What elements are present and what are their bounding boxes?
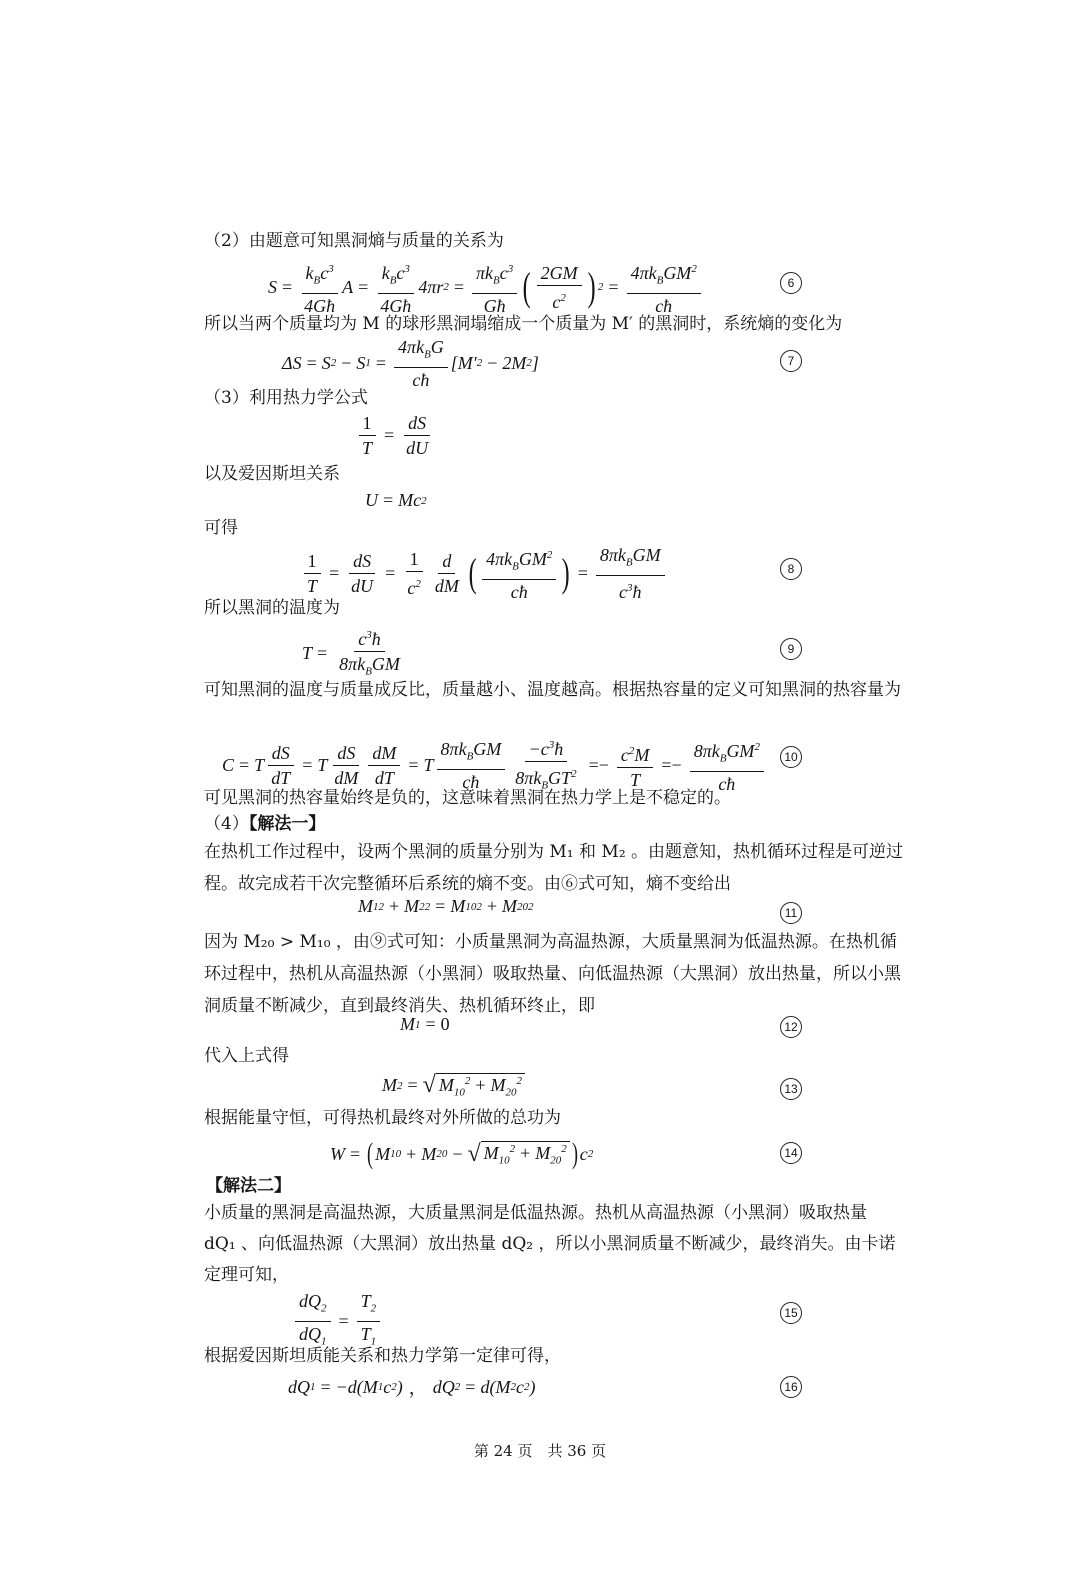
equation-6: S = $\frac{k_Bc^3}{4Għ}$ A = $\frac{k_Bc^3}{4Għ}$ 4πr 2 = $\frac{\pi k_Bc^3}{Għ}$ ( $\frac{2GM}{c^2}$ ) 2 = $\frac{4\pi k_BGM^2}{cħ}$	[268, 258, 704, 317]
equation-thermo: $\frac{1}{T}$ = $\frac{dS}{dU}$	[355, 412, 435, 459]
equation-number: 12	[780, 1016, 802, 1038]
equation-number: 7	[780, 350, 802, 372]
paragraph: 可得	[204, 518, 238, 538]
equation-number: 9	[780, 638, 802, 660]
equation-15: $\frac{dQ_2}{dQ_1}$ = $\frac{T_2}{T_1}$	[292, 1290, 383, 1352]
paragraph: 可知黑洞的温度与质量成反比，质量越小、温度越高。根据热容量的定义可知黑洞的热容量为	[204, 680, 901, 700]
equation-8: $\frac{1}{T}$ = $\frac{dS}{dU}$ = $\frac{1}{c^2}$ $\frac{d}{dM}$ ( $\frac{4\pi k_BGM^2}{cħ}$ ) = $\frac{8\pi k_BGM}{c^3ħ}$	[300, 544, 668, 603]
equation-7: ΔS = S 2 − S 1 = $\frac{4\pi k_BG}{cħ}$ [M′ 2 − 2M 2 ]	[282, 337, 539, 390]
part-number: （4）	[204, 814, 249, 834]
paragraph: 所以黑洞的温度为	[204, 598, 340, 618]
paragraph: 以及爱因斯坦关系	[204, 464, 340, 484]
equation-number: 13	[780, 1078, 802, 1100]
page-footer: 第 24 页 共 36 页	[473, 1442, 607, 1460]
equation-number: 11	[780, 902, 802, 924]
paragraph: 因为 M₂₀ > M₁₀ ，由⑨式可知：小质量黑洞为高温热源，大质量黑洞为低温热源。在热机循环过程中，热机从高温热源（小黑洞）吸取热量、向低温热源（大黑洞）放出热量，所以小黑洞质量不断减少，直到最终消失、热机循环终止，即	[204, 932, 901, 1016]
paragraph: 所以当两个质量均为 M 的球形黑洞塌缩成一个质量为 M′ 的黑洞时，系统熵的变化为	[204, 314, 843, 334]
equation-14: W = ( M 10 + M 20 − √ $M_{10}^2 + M_{20}^2$ ) c 2	[330, 1137, 594, 1170]
equation-einstein: U = Mc 2	[365, 490, 427, 510]
equation-number: 15	[780, 1302, 802, 1324]
equation-9: T = $\frac{c^3ħ}{8\pi k_BGM}$	[302, 624, 407, 683]
paragraph: 根据爱因斯坦质能关系和热力学第一定律可得，	[204, 1346, 561, 1366]
equation-number: 8	[780, 558, 802, 580]
equation-10: C = T $\frac{dS}{dT}$ = T $\frac{dS}{dM}$ $\frac{dM}{dT}$ = T $\frac{8\pi k_BGM}{cħ}$ $\frac{-c^3ħ}{8\pi k_BGT^2}$ =− $\frac{c^2M}{T}$ =− $\frac{8\pi k_BGM^2}{cħ}$	[222, 734, 767, 797]
equation-number: 14	[780, 1142, 802, 1164]
method-two-label: 【解法二】	[206, 1176, 291, 1196]
paragraph: 代入上式得	[204, 1046, 289, 1066]
equation-12: M 1 = 0	[400, 1014, 450, 1034]
equation-number: 16	[780, 1376, 802, 1398]
equation-number: 10	[780, 746, 802, 768]
paragraph: 小质量的黑洞是高温热源，大质量黑洞是低温热源。热机从高温热源（小黑洞）吸取热量 dQ₁ 、向低温热源（大黑洞）放出热量 dQ₂ ，所以小黑洞质量不断减少，最终消失。由卡诺定理可知，	[204, 1203, 896, 1285]
equation-number: 6	[780, 272, 802, 294]
equation-16: dQ 1 = −d(M 1 c 2 ) ， dQ 2 = d(M 2 c 2 )	[288, 1376, 536, 1398]
paragraph: 可见黑洞的热容量始终是负的，这意味着黑洞在热力学上是不稳定的。	[204, 788, 731, 808]
equation-11: M 1 2 + M 2 2 = M 10 2 + M 20 2	[358, 896, 534, 916]
paragraph: 在热机工作过程中，设两个黑洞的质量分别为 M₁ 和 M₂ 。由题意知，热机循环过程是可逆过程。故完成若干次完整循环后系统的熵不变。由⑥式可知，熵不变给出	[204, 842, 904, 894]
paragraph: （2）由题意可知黑洞熵与质量的关系为	[204, 231, 504, 251]
equation-13: M 2 = √ $M_{10}^2 + M_{20}^2$	[382, 1072, 525, 1099]
paragraph: （3）利用热力学公式	[204, 388, 368, 408]
paragraph: 根据能量守恒，可得热机最终对外所做的总功为	[204, 1108, 561, 1128]
method-one-label: 【解法一】	[248, 814, 326, 834]
